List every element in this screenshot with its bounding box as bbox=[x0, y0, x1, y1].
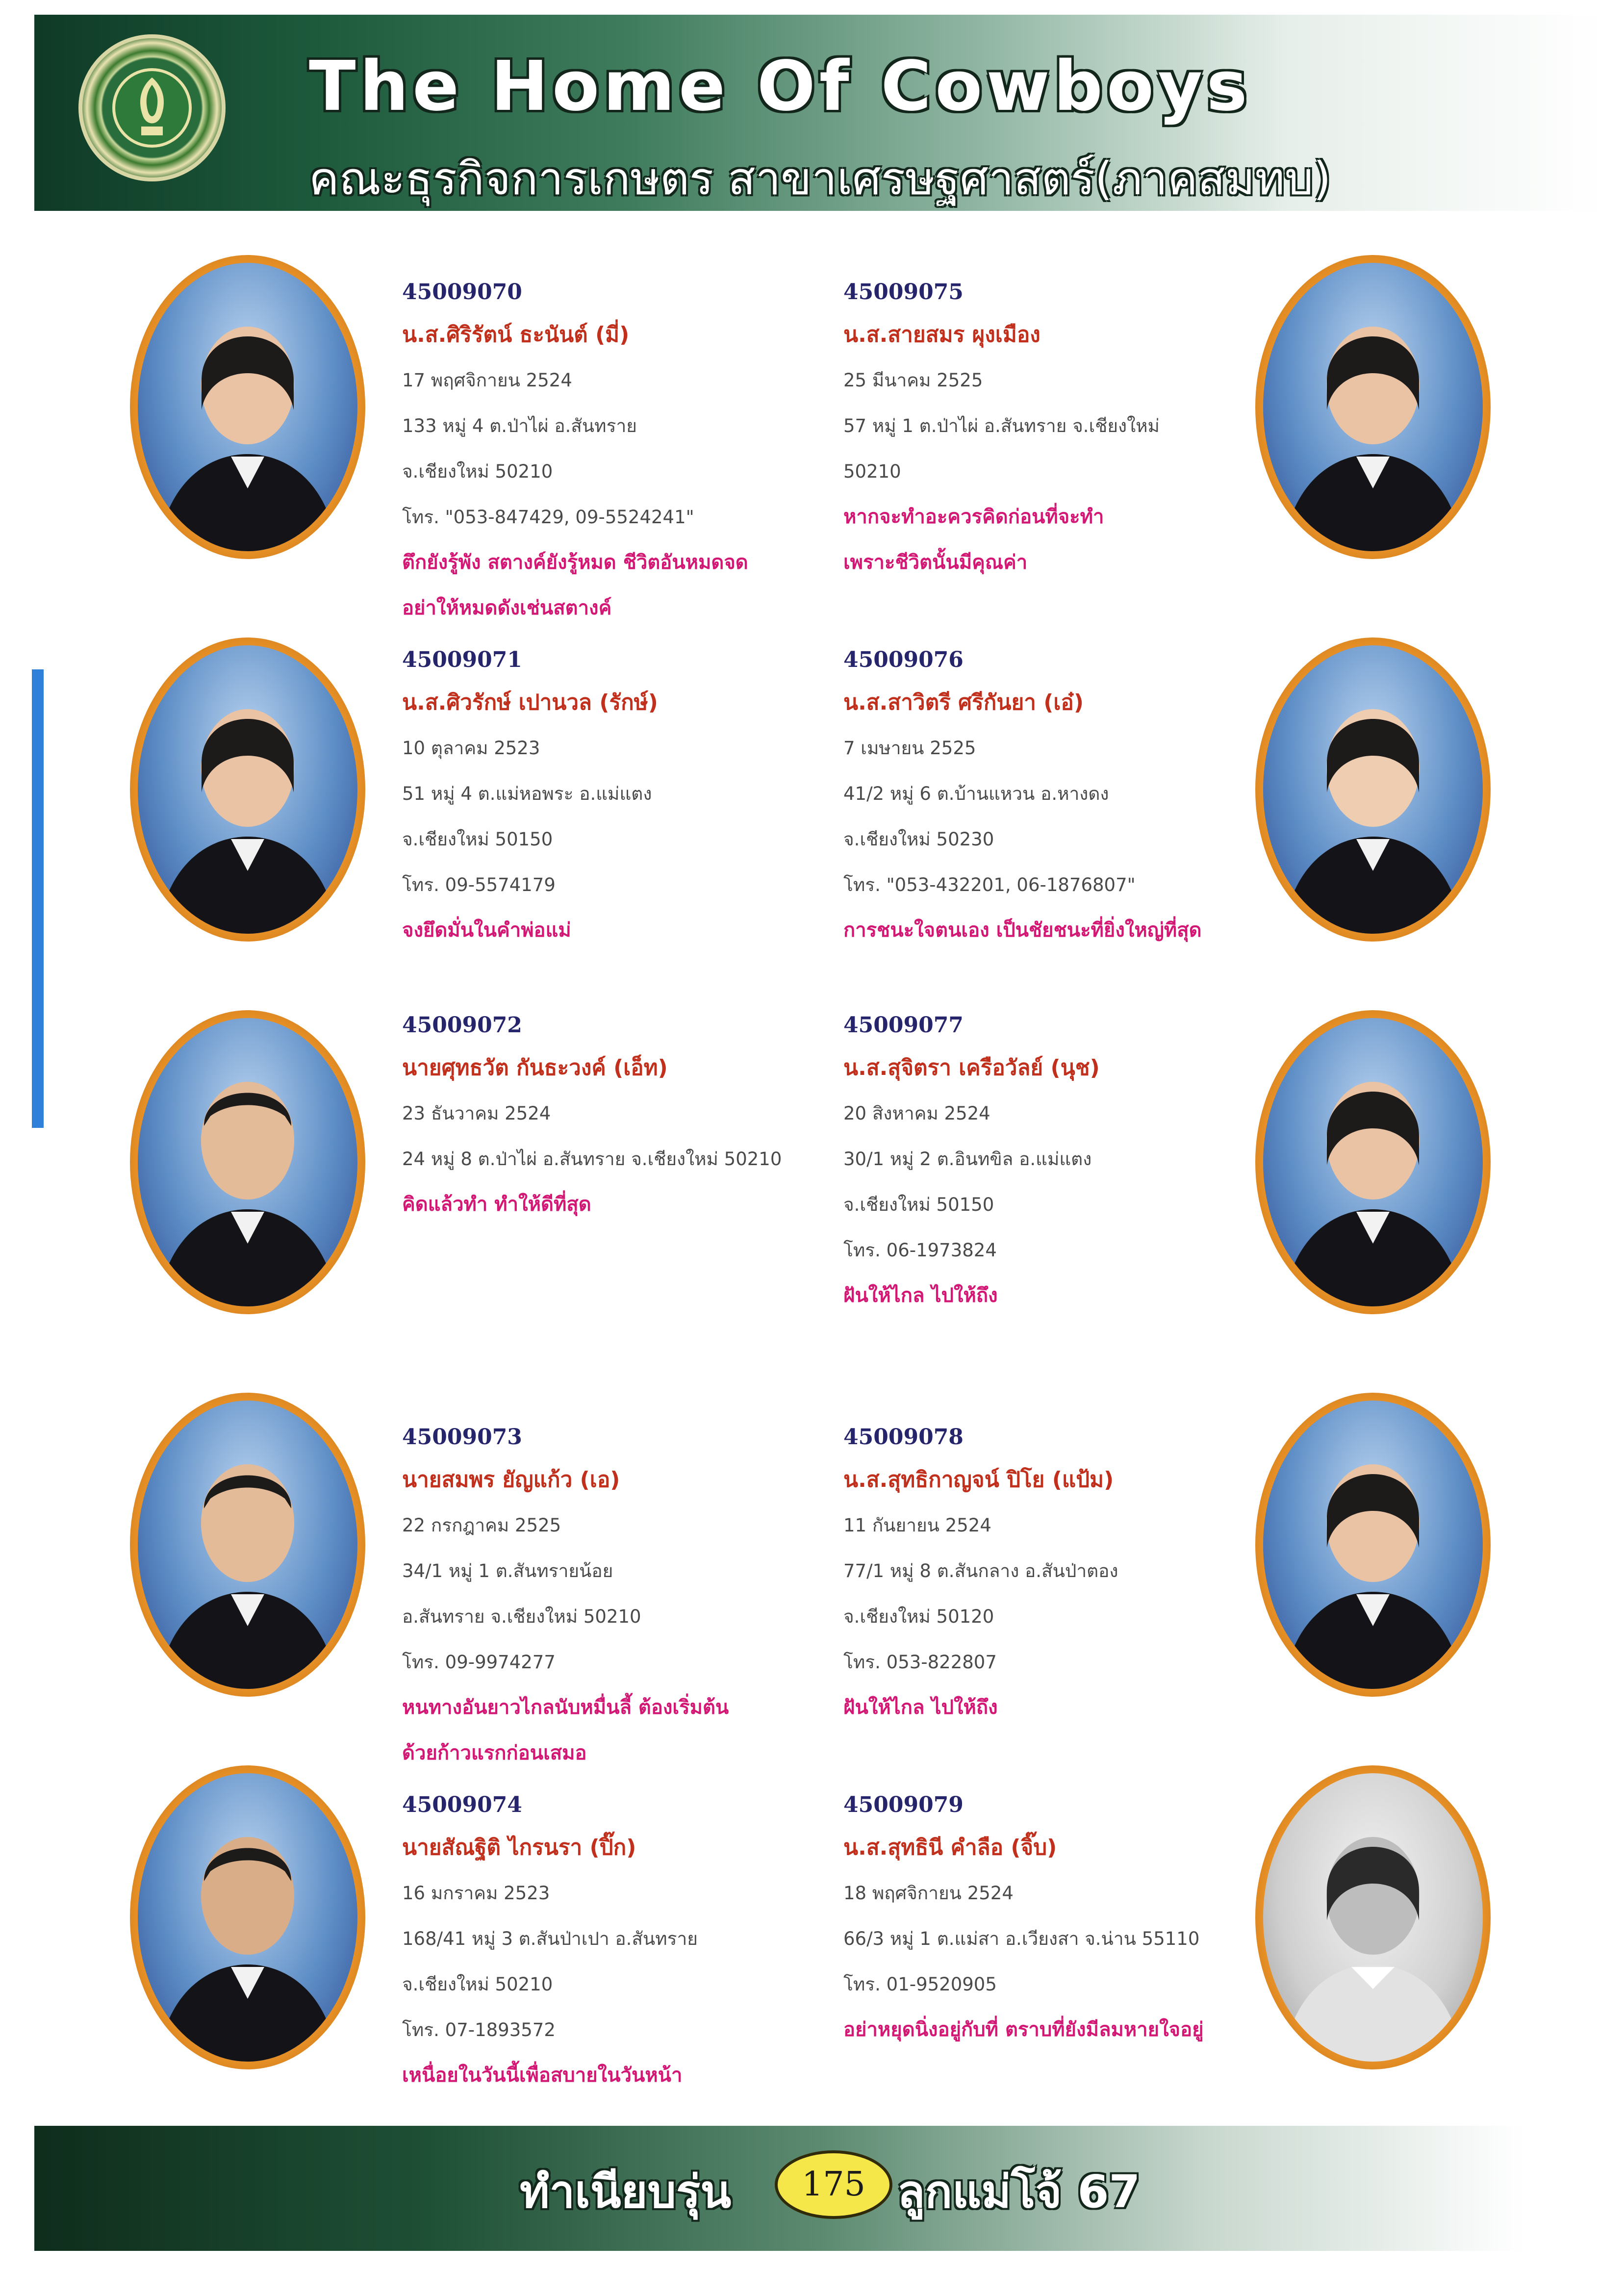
motto: การชนะใจตนเอง เป็นชัยชนะที่ยิ่งใหญ่ที่สุด bbox=[843, 919, 1202, 942]
student-name: นายสัณฐิติ ไกรนรา (ปิ๊ก) bbox=[402, 1835, 636, 1860]
student-entry bbox=[402, 1417, 824, 1776]
page-subtitle: คณะธุรกิจการเกษตร สาขาเศรษฐศาสตร์(ภาคสมทบ) bbox=[309, 153, 1331, 205]
student-id: 45009078 bbox=[843, 1425, 964, 1450]
birth-date: 18 พฤศจิกายน 2524 bbox=[843, 1883, 1014, 1904]
page-number: 175 bbox=[775, 2150, 892, 2219]
student-portrait bbox=[1255, 1765, 1491, 2069]
address-line: จ.เชียงใหม่ 50210 bbox=[402, 461, 553, 482]
address-line: 77/1 หมู่ 8 ต.สันกลาง อ.สันป่าตอง bbox=[843, 1560, 1118, 1581]
student-id: 45009077 bbox=[843, 1013, 964, 1038]
phone: โทร. 09-9974277 bbox=[402, 1652, 556, 1673]
student-portrait bbox=[130, 255, 365, 559]
student-portrait bbox=[130, 638, 365, 942]
footer-yearbook-label: ทำเนียบรุ่น bbox=[520, 2166, 732, 2218]
address-line: 57 หมู่ 1 ต.ป่าไผ่ อ.สันทราย จ.เชียงใหม่ bbox=[843, 415, 1160, 436]
student-portrait bbox=[1255, 1393, 1491, 1697]
phone: โทร. 01-9520905 bbox=[843, 1974, 997, 1995]
birth-date: 22 กรกฎาคม 2525 bbox=[402, 1515, 561, 1536]
motto: เพราะชีวิตนั้นมีคุณค่า bbox=[843, 551, 1028, 574]
student-portrait bbox=[1255, 255, 1491, 559]
motto: ฝันให้ไกล ไปให้ถึง bbox=[843, 1696, 998, 1719]
birth-date: 7 เมษายน 2525 bbox=[843, 738, 976, 759]
address-line: 24 หมู่ 8 ต.ป่าไผ่ อ.สันทราย จ.เชียงใหม่ 50210 bbox=[402, 1148, 782, 1170]
student-entry bbox=[843, 272, 1265, 586]
student-id: 45009079 bbox=[843, 1792, 964, 1817]
motto: จงยึดมั่นในคำพ่อแม่ bbox=[402, 919, 571, 942]
student-name: น.ส.สุทธิกาญจน์ ปิโย (แป้ม) bbox=[843, 1467, 1114, 1492]
student-entry bbox=[402, 640, 824, 953]
student-entry bbox=[843, 640, 1265, 953]
address-line: 34/1 หมู่ 1 ต.สันทรายน้อย bbox=[402, 1560, 613, 1581]
phone: โทร. 06-1973824 bbox=[843, 1240, 997, 1261]
address-line: จ.เชียงใหม่ 50230 bbox=[843, 829, 994, 850]
phone: โทร. 09-5574179 bbox=[402, 874, 556, 895]
address-line: 51 หมู่ 4 ต.แม่หอพระ อ.แม่แตง bbox=[402, 783, 652, 804]
motto: คิดแล้วทำ ทำให้ดีที่สุด bbox=[402, 1193, 591, 1216]
address-line: 66/3 หมู่ 1 ต.แม่สา อ.เวียงสา จ.น่าน 55110 bbox=[843, 1928, 1200, 1949]
address-line: จ.เชียงใหม่ 50150 bbox=[843, 1194, 994, 1215]
student-portrait bbox=[130, 1393, 365, 1697]
motto: ตึกยังรู้พัง สตางค์ยังรู้หมด ชีวิตอันหมดจด bbox=[402, 551, 748, 574]
phone: โทร. "053-847429, 09-5524241" bbox=[402, 507, 694, 528]
motto: หากจะทำอะควรคิดก่อนที่จะทำ bbox=[843, 506, 1104, 528]
student-entry bbox=[402, 1005, 824, 1227]
student-portrait bbox=[1255, 1010, 1491, 1314]
student-name: น.ส.สุจิตรา เครือวัลย์ (นุช) bbox=[843, 1055, 1100, 1080]
address-line: จ.เชียงใหม่ 50210 bbox=[402, 1974, 553, 1995]
birth-date: 10 ตุลาคม 2523 bbox=[402, 738, 540, 759]
student-id: 45009072 bbox=[402, 1013, 522, 1038]
phone: โทร. 07-1893572 bbox=[402, 2019, 556, 2040]
student-portrait bbox=[130, 1010, 365, 1314]
phone: โทร. "053-432201, 06-1876807" bbox=[843, 874, 1136, 895]
page-title: The Home Of Cowboys bbox=[309, 47, 1251, 127]
motto: อย่าหยุดนิ่งอยู่กับที่ ตราบที่ยังมีลมหายใจอยู่ bbox=[843, 2018, 1204, 2041]
student-id: 45009070 bbox=[402, 280, 522, 305]
student-portrait bbox=[1255, 638, 1491, 942]
student-id: 45009071 bbox=[402, 647, 522, 672]
birth-date: 11 กันยายน 2524 bbox=[843, 1515, 991, 1536]
student-id: 45009075 bbox=[843, 280, 964, 305]
address-line: 168/41 หมู่ 3 ต.สันป่าเปา อ.สันทราย bbox=[402, 1928, 698, 1949]
student-name: นายสมพร ยัญแก้ว (เอ) bbox=[402, 1467, 620, 1492]
birth-date: 17 พฤศจิกายน 2524 bbox=[402, 370, 572, 391]
address-line: 50210 bbox=[843, 461, 901, 482]
student-name: น.ส.ศิริรัตน์ ธะนันต์ (มี่) bbox=[402, 322, 630, 347]
footer-class-label: ลูกแม่โจ้ 67 bbox=[897, 2166, 1141, 2218]
university-seal-logo bbox=[78, 34, 226, 181]
student-entry bbox=[402, 272, 824, 631]
birth-date: 25 มีนาคม 2525 bbox=[843, 370, 983, 391]
address-line: อ.สันทราย จ.เชียงใหม่ 50210 bbox=[402, 1606, 641, 1627]
motto: อย่าให้หมดดังเช่นสตางค์ bbox=[402, 597, 612, 619]
student-entry bbox=[402, 1785, 824, 2098]
student-name: น.ส.ศิวรักษ์ เปานวล (รักษ์) bbox=[402, 690, 658, 715]
motto: ด้วยก้าวแรกก่อนเสมอ bbox=[402, 1742, 587, 1764]
address-line: 30/1 หมู่ 2 ต.อินทขิล อ.แม่แตง bbox=[843, 1148, 1092, 1170]
student-id: 45009074 bbox=[402, 1792, 522, 1817]
student-entry bbox=[843, 1005, 1265, 1319]
motto: เหนื่อยในวันนี้เพื่อสบายในวันหน้า bbox=[402, 2064, 683, 2087]
student-name: น.ส.สาวิตรี ศรีกันยา (เอ๋) bbox=[843, 690, 1084, 715]
student-name: นายศุทธวัต กันธะวงค์ (เอ็ท) bbox=[402, 1055, 668, 1080]
student-id: 45009076 bbox=[843, 647, 964, 672]
address-line: 41/2 หมู่ 6 ต.บ้านแหวน อ.หางดง bbox=[843, 783, 1109, 804]
motto: หนทางอันยาวไกลนับหมื่นลี้ ต้องเริ่มต้น bbox=[402, 1696, 729, 1719]
address-line: จ.เชียงใหม่ 50120 bbox=[843, 1606, 994, 1627]
address-line: 133 หมู่ 4 ต.ป่าไผ่ อ.สันทราย bbox=[402, 415, 637, 436]
birth-date: 16 มกราคม 2523 bbox=[402, 1883, 550, 1904]
address-line: จ.เชียงใหม่ 50150 bbox=[402, 829, 553, 850]
student-portrait bbox=[130, 1765, 365, 2069]
student-entry bbox=[843, 1785, 1265, 2053]
student-name: น.ส.สายสมร ผุงเมือง bbox=[843, 322, 1040, 347]
student-id: 45009073 bbox=[402, 1425, 522, 1450]
student-name: น.ส.สุทธินี คำลือ (จิ๊บ) bbox=[843, 1835, 1057, 1860]
student-entry bbox=[843, 1417, 1265, 1731]
phone: โทร. 053-822807 bbox=[843, 1652, 997, 1673]
side-accent-bar bbox=[32, 669, 44, 1128]
motto: ฝันให้ไกล ไปให้ถึง bbox=[843, 1284, 998, 1307]
birth-date: 20 สิงหาคม 2524 bbox=[843, 1103, 990, 1124]
birth-date: 23 ธันวาคม 2524 bbox=[402, 1103, 551, 1124]
